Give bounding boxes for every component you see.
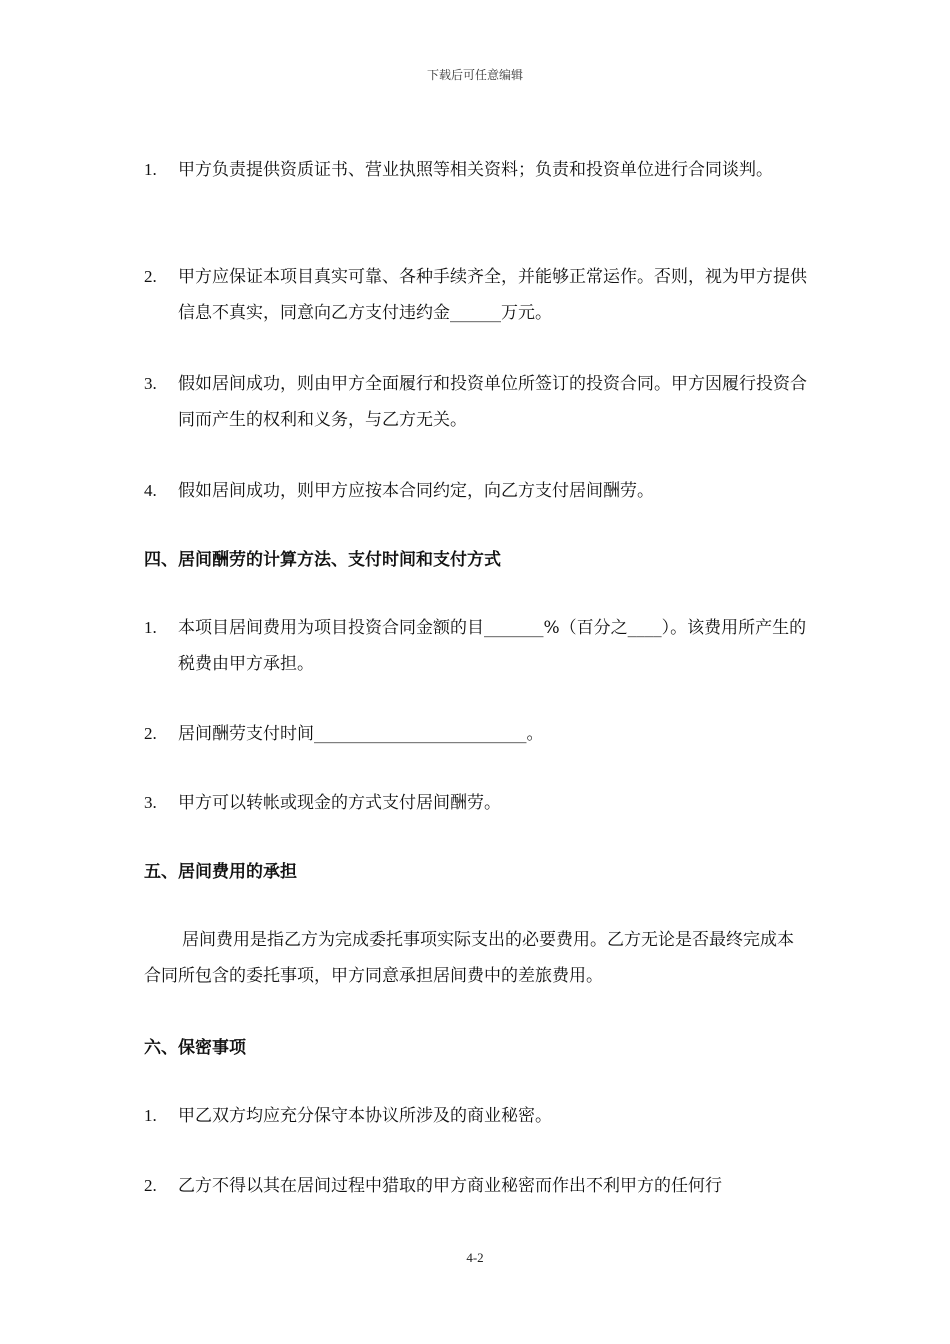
item-number: 3. <box>144 793 157 812</box>
item-text: 甲方应保证本项目真实可靠、各种手续齐全，并能够正常运作。否则，视为甲方提供信息不真实，同意向乙方支付违约金______万元。 <box>178 267 807 323</box>
section-heading-5: 五、居间费用的承担 <box>144 862 297 882</box>
list-item <box>144 366 808 438</box>
list-item <box>144 473 808 509</box>
section-heading-4: 四、居间酬劳的计算方法、支付时间和支付方式 <box>144 550 501 570</box>
item-number: 1. <box>144 618 157 637</box>
item-number: 3. <box>144 374 157 393</box>
list-item <box>144 259 808 331</box>
list-item <box>144 152 808 188</box>
item-number: 1. <box>144 1106 157 1125</box>
list-item <box>144 610 808 682</box>
item-text: 居间酬劳支付时间_________________________。 <box>178 724 544 744</box>
item-text: 甲方可以转帐或现金的方式支付居间酬劳。 <box>178 793 501 813</box>
list-item <box>144 1098 808 1134</box>
page-number: 4-2 <box>466 1250 484 1265</box>
item-text: 乙方不得以其在居间过程中猎取的甲方商业秘密而作出不利甲方的任何行 <box>178 1176 722 1196</box>
item-text: 甲乙双方均应充分保守本协议所涉及的商业秘密。 <box>178 1106 552 1126</box>
list-item <box>144 716 808 752</box>
item-number: 1. <box>144 160 157 179</box>
section-heading-6: 六、保密事项 <box>144 1038 246 1058</box>
item-number: 2. <box>144 724 157 743</box>
list-item <box>144 785 808 821</box>
item-text: 假如居间成功，则甲方应按本合同约定，向乙方支付居间酬劳。 <box>178 481 654 501</box>
item-text: 假如居间成功，则由甲方全面履行和投资单位所签订的投资合同。甲方因履行投资合同而产生的权利和义务，与乙方无关。 <box>178 374 807 430</box>
page-header: 下载后可任意编辑 <box>426 68 523 82</box>
item-text: 本项目居间费用为项目投资合同金额的目_______%（百分之____）。该费用所产生的税费由甲方承担。 <box>178 618 807 674</box>
item-number: 2. <box>144 267 157 286</box>
item-number: 4. <box>144 481 157 500</box>
item-text: 甲方负责提供资质证书、营业执照等相关资料；负责和投资单位进行合同谈判。 <box>178 160 773 180</box>
list-item <box>144 1168 808 1204</box>
item-number: 2. <box>144 1176 157 1195</box>
section-paragraph: 居间费用是指乙方为完成委托事项实际支出的必要费用。乙方无论是否最终完成本合同所包含的委托事项，甲方同意承担居间费中的差旅费用。 <box>144 930 794 986</box>
